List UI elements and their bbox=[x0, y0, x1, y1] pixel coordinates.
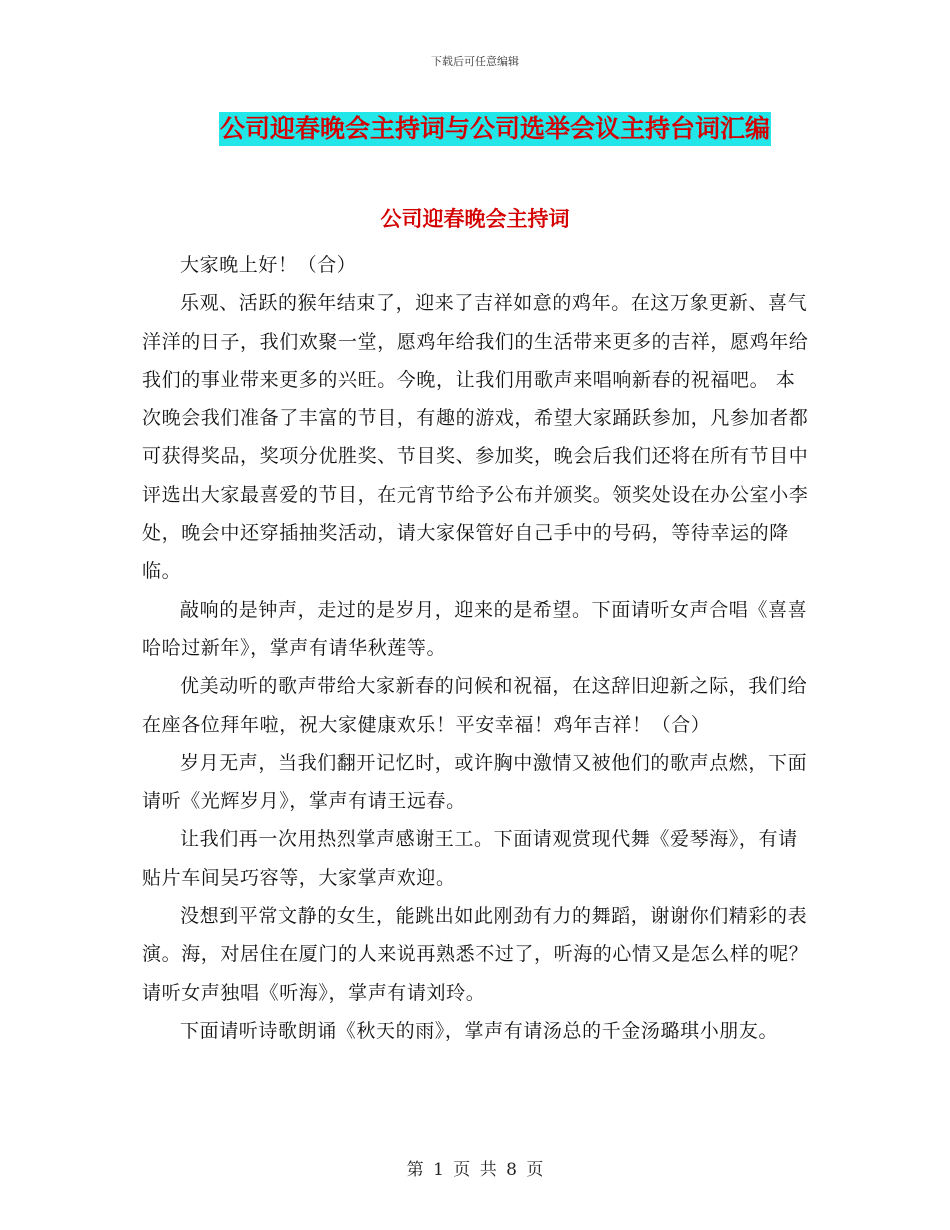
paragraph: 没想到平常文静的女生，能跳出如此刚劲有力的舞蹈，谢谢你们精彩的表演。海，对居住在厦门的人来说再熟悉不过了，听海的心情又是怎么样的呢？请听女声独唱《听海》，掌声有请刘玲。 bbox=[142, 905, 809, 1004]
page-number: 第 1 页 共 8 页 bbox=[406, 1160, 544, 1180]
paragraph: 敲响的是钟声，走过的是岁月，迎来的是希望。下面请听女声合唱《喜喜哈哈过新年》，掌声有请华秋莲等。 bbox=[142, 598, 808, 659]
document-title: 公司迎春晚会主持词与公司选举会议主持台词汇编 bbox=[219, 112, 771, 146]
paragraph: 优美动听的歌声带给大家新春的问候和祝福，在这辞旧迎新之际，我们给在座各位拜年啦，祝大家健康欢乐！平安幸福！鸡年吉祥！（合） bbox=[142, 675, 808, 736]
paragraph: 下面请听诗歌朗诵《秋天的雨》，掌声有请汤总的千金汤璐琪小朋友。 bbox=[180, 1019, 779, 1042]
document-title-container bbox=[0, 112, 950, 146]
paragraph: 乐观、活跃的猴年结束了，迎来了吉祥如意的鸡年。在这万象更新、喜气洋洋的日子，我们欢聚一堂，愿鸡年给我们的生活带来更多的吉祥，愿鸡年给我们的事业带来更多的兴旺。今晚，让我们用歌声来唱响新春的祝福吧。 本次晚会我们准备了丰富的节目，有趣的游戏，希望大家踊跃参加，凡参加者都可获得奖品，奖项分优胜奖、节目奖、参加奖，晚会后我们还将在所有节目中评选出大家最喜爱的节目，在元宵节给予公布并颁奖。领奖处设在办公室小李处，晚会中还穿插抽奖活动，请大家保管好自己手中的号码，等待幸运的降临。 bbox=[142, 292, 809, 583]
paragraph: 大家晚上好！（合） bbox=[180, 254, 357, 276]
paragraph: 让我们再一次用热烈掌声感谢王工。下面请观赏现代舞《爱琴海》，有请贴片车间吴巧容等，大家掌声欢迎。 bbox=[142, 828, 798, 889]
document-body bbox=[142, 246, 814, 1050]
header-note: 下载后可任意编辑 bbox=[431, 55, 519, 68]
paragraph: 岁月无声，当我们翻开记忆时，或许胸中激情又被他们的歌声点燃，下面请听《光辉岁月》，掌声有请王远春。 bbox=[142, 751, 808, 813]
section-title: 公司迎春晚会主持词 bbox=[380, 207, 570, 231]
